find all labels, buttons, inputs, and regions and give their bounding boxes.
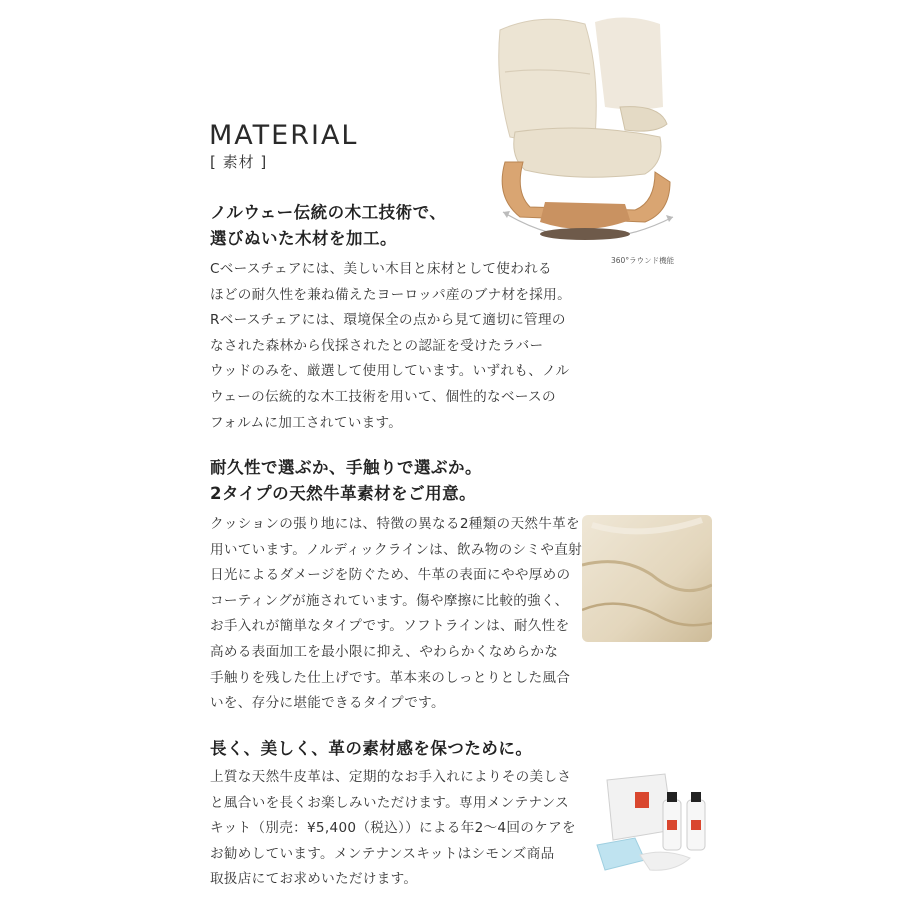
block1-body-line: ほどの耐久性を兼ね備えたヨーロッパ産のブナ材を採用。 (210, 286, 571, 303)
block3-body-line: 上質な天然牛皮革は、定期的なお手入れによりその美しさ (210, 769, 572, 785)
block1-body-line: フォルムに加工されています。 (210, 414, 403, 431)
block2-body-line: いを、存分に堪能できるタイプです。 (210, 695, 445, 712)
block3-body-line: キット（別売：¥5,400（税込））による年2〜4回のケアを (210, 820, 576, 837)
block1-heading-line: 選びぬいた木材を加工。 (210, 229, 397, 248)
block3-heading (210, 736, 532, 762)
recliner-chair-image (485, 12, 685, 257)
block2-body-line: 手触りを残した仕上げです。革本来のしっとりとした風合 (210, 669, 571, 686)
block2-body-line: 日光によるダメージを防ぐため、牛革の表面にやや厚めの (210, 567, 571, 584)
block2-body-line: コーティングが施されています。傷や摩擦に比較的強く、 (210, 592, 569, 609)
section-subtitle: [ 素材 ] (210, 153, 268, 171)
maintenance-kit-image (595, 770, 717, 880)
block1-heading (210, 200, 446, 252)
block1-body-line: Rベースチェアには、環境保全の点から見て適切に管理の (210, 312, 566, 329)
block1-body-line: なされた森林から伐採されたとの認証を受けたラバー (210, 337, 544, 354)
leather-closeup-image (582, 515, 712, 642)
block2-body-line: 用いています。ノルディックラインは、飲み物のシミや直射 (210, 541, 583, 558)
block3-body-line: と風合いを長くお楽しみいただけます。専用メンテナンス (210, 794, 570, 811)
block2-heading-line: 耐久性で選ぶか、手触りで選ぶか。 (210, 458, 482, 477)
chair-caption: 360°ラウンド機能 (611, 256, 675, 265)
block3-body-line: お勧めしています。メンテナンスキットはシモンズ商品 (210, 845, 555, 862)
block1-heading-line: ノルウェー伝統の木工技術で、 (210, 203, 447, 222)
block2-heading-line: 2タイプの天然牛革素材をご用意。 (210, 484, 477, 503)
block3-body-line: 取扱店にてお求めいただけます。 (210, 871, 418, 888)
block1-body (210, 257, 571, 436)
block2-body-line: クッションの張り地には、特徴の異なる2種類の天然牛革を (210, 516, 580, 532)
section-title: MATERIAL (209, 120, 359, 151)
block3-body (210, 765, 576, 893)
block1-body-line: Cベースチェアには、美しい木目と床材として使われる (210, 261, 552, 277)
block2-body-line: 高める表面加工を最小限に抑え、やわらかくなめらかな (210, 643, 559, 660)
block3-heading-line: 長く、美しく、革の素材感を保つために。 (210, 739, 533, 758)
block2-body (210, 512, 582, 717)
block2-body-line: お手入れが簡単なタイプです。ソフトラインは、耐久性を (210, 618, 570, 635)
block1-body-line: ウッドのみを、厳選して使用しています。いずれも、ノル (210, 363, 570, 380)
block2-heading (210, 455, 482, 507)
block1-body-line: ウェーの伝統的な木工技術を用いて、個性的なベースの (210, 388, 556, 405)
